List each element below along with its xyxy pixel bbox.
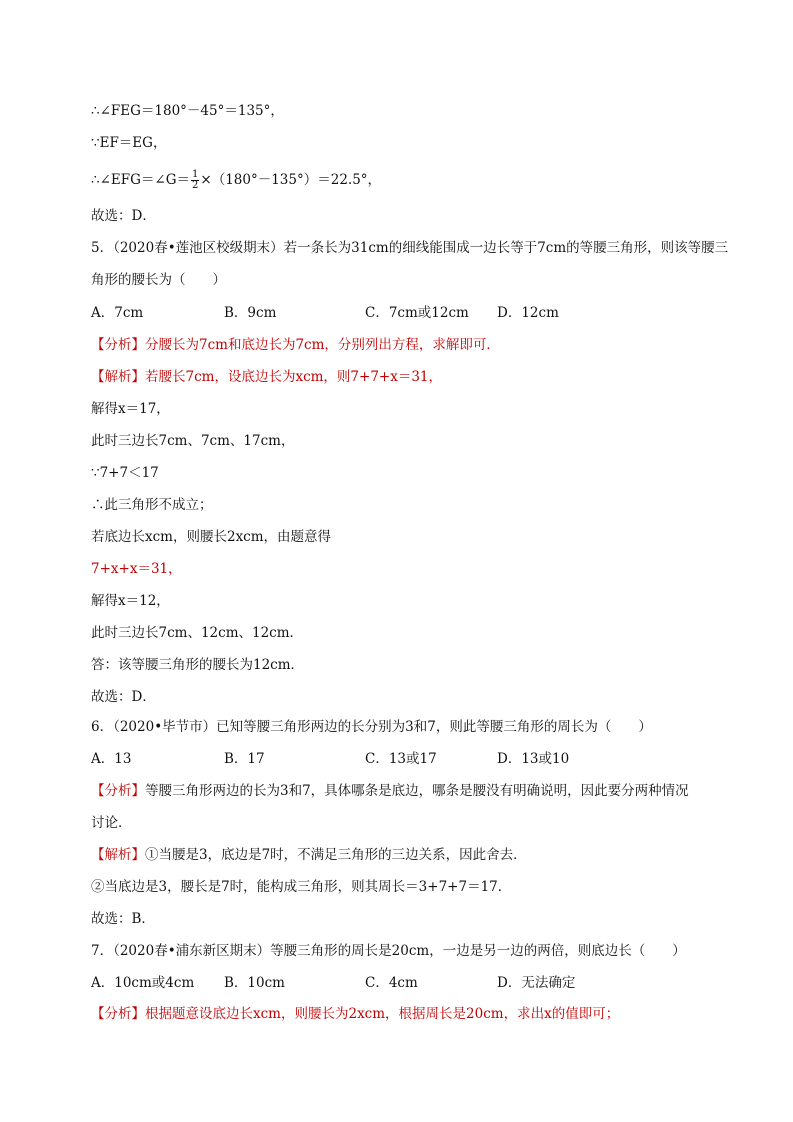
q5-solution-line-8: 解得x＝12， [91,593,170,609]
q6-solution-line-1 [91,846,527,864]
q6-analysis-line-2: 讨论． [91,815,132,831]
q7-analysis [91,1005,619,1023]
q5-solution-line-6: 若底边长xcm，则腰长2xcm，由题意得 [91,529,332,545]
q5-option-a: A．7cm [91,305,144,321]
q6-answer: 故选：B． [91,911,155,927]
q7-stem: 7．（2020春•浦东新区期末）等腰三角形的周长是20cm，一边是另一边的两倍，则底边长（ ） [91,943,686,959]
q5-analysis-text: 分腰长为7cm和底边长为7cm，分别列出方程，求解即可． [145,337,500,353]
q6-solution-line-2: ②当底边是3，腰长是7时，能构成三角形，则其周长＝3+7+7＝17． [91,879,512,895]
prev-line-3-post: ×（180°－135°）＝22.5°， [200,172,382,188]
q6-solution-tag: 【解析】 [91,847,145,863]
prev-line-1: ∴∠FEG＝180°－45°＝135°， [91,103,284,119]
fraction-numerator: 1 [192,169,199,180]
q6-option-d: D．13或10 [497,751,570,767]
q5-solution-line-10: 答：该等腰三角形的腰长为12cm． [91,657,305,673]
q5-stem-line-1: 5．（2020春•莲池区校级期末）若一条长为31cm的细线能围成一边长等于7cm的等腰三角形，则该等腰三 [91,240,729,256]
q5-solution-line-1 [91,368,442,386]
q6-analysis-tag: 【分析】 [91,783,145,799]
q7-option-c: C．4cm [365,975,418,991]
q5-option-d: D．12cm [497,305,559,321]
q7-analysis-tag: 【分析】 [91,1006,145,1022]
q5-analysis-tag: 【分析】 [91,337,145,353]
fraction-denominator: 2 [192,180,199,191]
q5-answer: 故选：D． [91,689,156,705]
q5-solution-tag: 【解析】 [91,369,145,385]
q6-option-a: A．13 [91,751,132,767]
prev-line-3-pre: ∴∠EFG＝∠G＝ [91,172,191,188]
q6-stem: 6．（2020•毕节市）已知等腰三角形两边的长分别为3和7，则此等腰三角形的周长为（ ） [91,719,652,735]
q5-solution-line-3: 此时三边长7cm、7cm、17cm， [91,433,295,449]
q6-option-c: C．13或17 [365,751,437,767]
q6-solution-text-1: ①当腰是3，底边是7时，不满足三角形的三边关系，因此舍去． [145,847,527,863]
q5-solution-line-9: 此时三边长7cm、12cm、12cm． [91,625,304,641]
prev-line-3 [91,170,381,191]
q5-solution-line-7: 7+x+x＝31， [91,561,182,577]
q5-solution-line-5: ∴此三角形不成立； [91,497,213,513]
q5-option-c: C．7cm或12cm [365,305,469,321]
q5-stem-line-2: 角形的腰长为（ ） [91,272,226,288]
prev-answer: 故选：D． [91,208,156,224]
q5-solution-line-2: 解得x＝17， [91,401,170,417]
q6-analysis-text-1: 等腰三角形两边的长为3和7，具体哪条是底边，哪条是腰没有明确说明，因此要分两种情况 [145,783,689,799]
q5-solution-text-1: 若腰长7cm，设底边长为xcm，则7+7+x＝31， [145,369,443,385]
q6-analysis-line-1 [91,782,689,800]
q5-option-b: B．9cm [224,305,277,321]
q7-option-b: B．10cm [224,975,285,991]
prev-line-2: ∵EF＝EG， [91,135,167,151]
q6-option-b: B．17 [224,751,265,767]
q7-option-a: A．10cm或4cm [91,975,195,991]
q5-solution-line-4: ∵7+7＜17 [91,465,159,481]
q5-analysis [91,336,500,354]
q7-analysis-text: 根据题意设底边长xcm，则腰长为2xcm，根据周长是20cm，求出x的值即可； [145,1006,620,1022]
q7-option-d: D．无法确定 [497,975,576,991]
fraction-half [191,170,199,191]
